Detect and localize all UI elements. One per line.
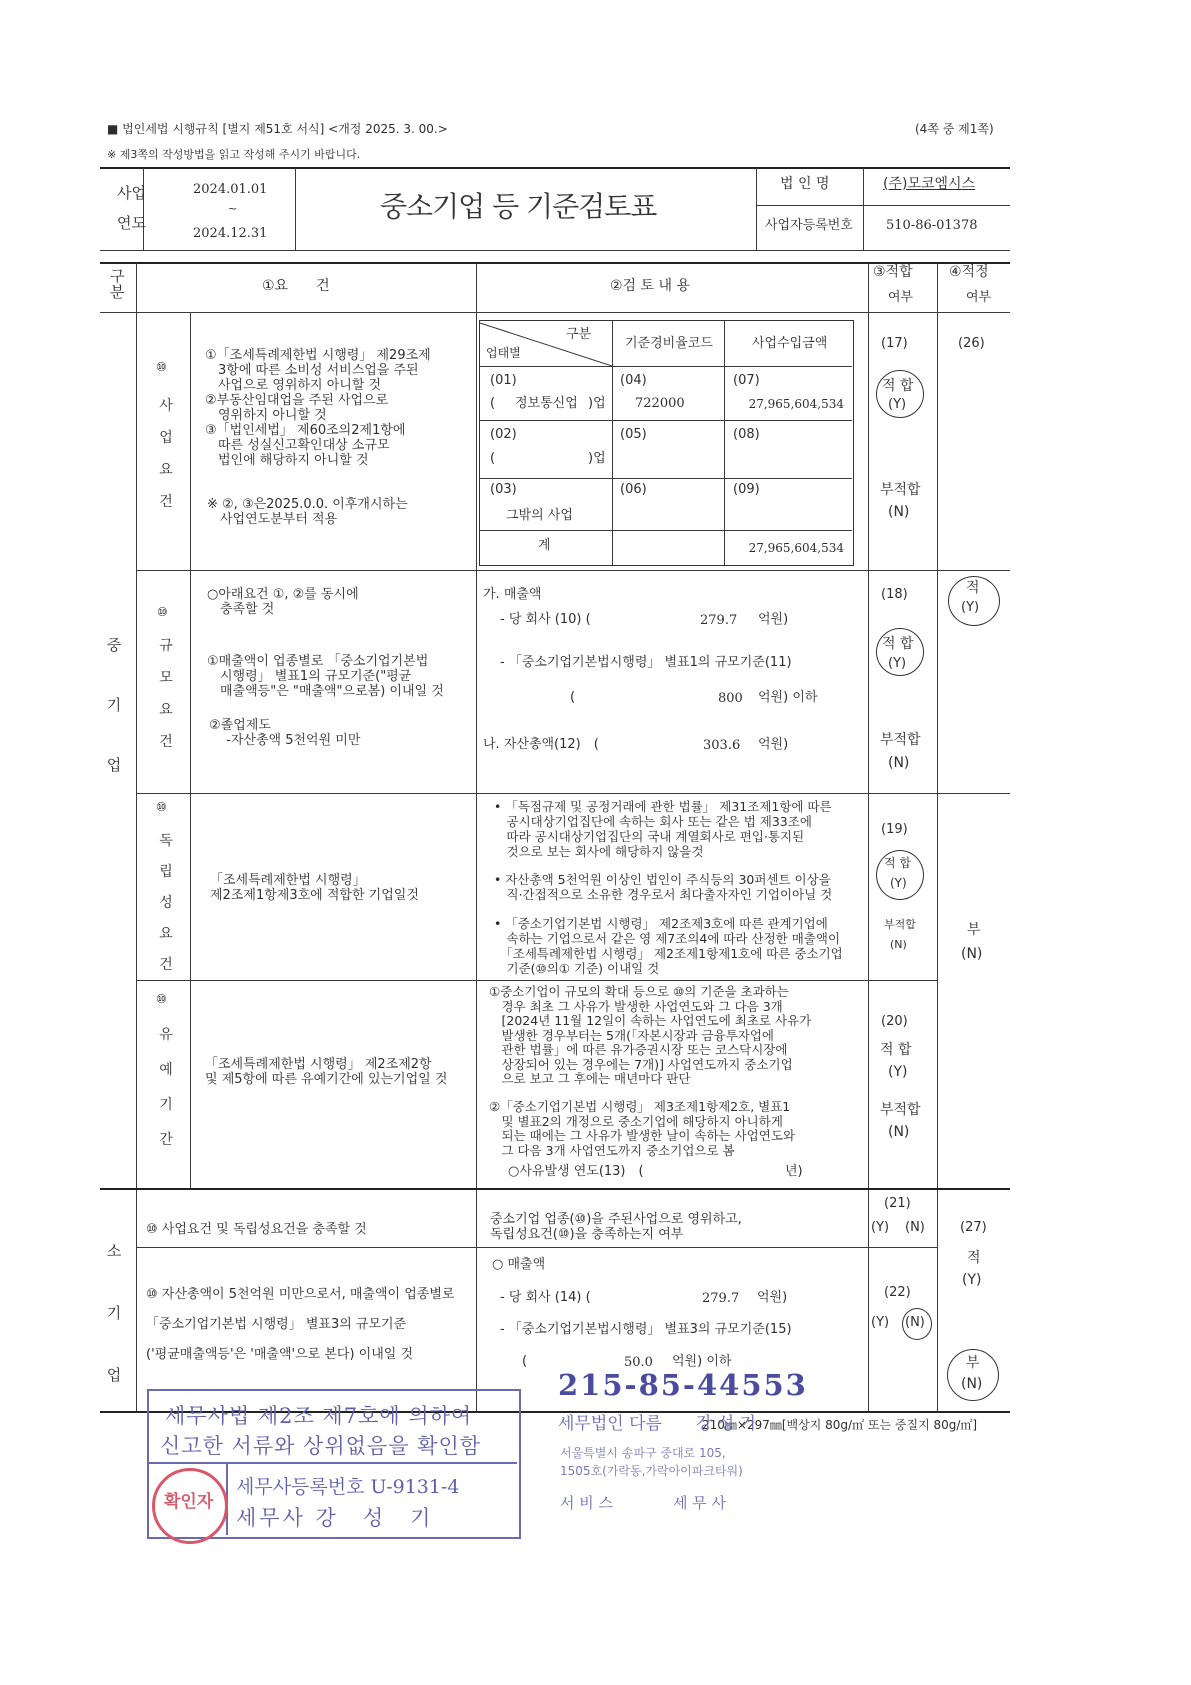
divider [100,312,1010,313]
row-no: (08) [733,427,760,442]
proper-no-code: (N) [961,1376,983,1392]
fit-number: (22) [884,1285,911,1300]
row-no: (07) [733,373,760,388]
divider [136,263,137,1411]
divider [480,366,852,367]
revenue-label: 가. 매출액 [483,587,542,602]
paren: )업 [588,451,606,466]
proper-header: 여부 [966,290,992,305]
group-label-sme: 중기업 [106,636,122,774]
section-number: ⑩ [156,992,167,1006]
divider [724,321,725,565]
divider [143,168,144,250]
paren: ( [490,396,496,411]
divider [937,263,938,1411]
company-revenue-value: 279.7 [700,613,738,628]
requirement-text: 「조세특례제한법 시행령」 제2조제2항 및 제5항에 따른 유예기간에 있는기업일 것 [205,1057,448,1087]
fit-no-option[interactable]: (N) [905,1220,925,1235]
requirement-text: ①「조세특례제한법 시행령」 제29조제 3항에 따른 소비성 서비스업을 주된 사업으로 영위하지 아니할 것 ②부동산임대업을 주된 사업으로 영위하지 아니할 것 ③「법인세법」 제60조의2제1항에 따른 성실신고확인대상 소규모 법인에 해당하지 아니할 것 [205,348,431,468]
col-header-amount: 사업수입금액 [752,336,828,351]
total-label: 계 [538,538,551,553]
divider [480,530,852,531]
unit: 년) [785,1164,803,1179]
requirement-text: ○아래요건 ①, ②를 동시에 충족할 것 [207,587,359,617]
row-no: (06) [620,482,647,497]
group-label-small: 소기업 [106,1242,122,1384]
scale-criteria-value: 800 [718,691,743,706]
requirement-note: ※ ②, ③은2025.0.0. 이후개시하는 사업연도분부터 적용 [207,497,408,527]
fit-no-code: (N) [890,938,907,951]
expense-code: 722000 [635,396,685,411]
diag-header-bottom: 업태별 [486,346,521,360]
section-number: ⑩ [157,605,168,619]
review-header: ②검 토 내 용 [610,278,690,294]
row-no: (03) [490,482,517,497]
unit: 억원) [758,612,789,627]
scale-criteria-label: - 「중소기업기본법시행령」 별표1의 규모기준(11) [500,655,792,670]
revenue-label: ○ 매출액 [492,1257,546,1272]
corp-name-value: (주)모코엠시스 [883,176,976,192]
divider [295,168,296,250]
fit-yes-option[interactable]: (Y) [871,1315,890,1330]
requirement-text: ①매출액이 업종별로 「중소기업기본법 시행령」 별표1의 규모기준("평균 매출액등"은 "매출액"으로봄) 이내일 것 [207,654,444,699]
divider [136,570,1010,571]
divider [100,1188,1010,1190]
stamp-reg-number: 세무사등록번호 U-9131-4 [236,1476,460,1498]
firm-biz-number: 215-85-44553 [558,1368,808,1402]
proper-yes-code: (Y) [962,1272,982,1288]
divider [100,167,1010,169]
section-number: ⑩ [156,800,167,814]
fit-number: (21) [884,1196,911,1211]
fit-yes-code: (Y) [890,876,907,890]
divider [100,250,1010,251]
proper-number: (26) [958,336,985,351]
review-text: 중소기업 업종(⑩)을 주된사업으로 영위하고, 독립성요건(⑩)을 충족하는지 여부 [490,1212,742,1242]
section-title-grace-period: 유 예 기 간 [159,1027,173,1148]
fit-no-option[interactable]: 부적합 [880,482,921,498]
category-header: 구분 [110,267,125,301]
period-tilde: ~ [228,202,238,215]
paper-spec: 210㎜×297㎜[백상지 80g/㎡ 또는 중질지 80g/㎡] [702,1418,978,1432]
paren: ( [490,451,496,466]
fit-yes-option[interactable]: 적 합 [882,378,914,394]
unit: 억원) [758,737,789,752]
fit-yes-option[interactable]: 적 합 [880,1042,912,1058]
divider [476,263,477,1411]
red-seal-text: 확인자 [164,1492,214,1512]
company-revenue-label: - 당 회사 (14) ( [500,1290,591,1305]
divider [136,980,937,981]
firm-address: 1505호(가락동,가락아이파크타워) [560,1464,743,1478]
fit-header: ③적합 [873,264,913,280]
business-type: 그밖의 사업 [506,508,573,523]
divider [148,1462,517,1464]
grace-paragraph-1: ①중소기업이 규모의 확대 등으로 ⑩의 기준을 초과하는 경우 최초 그 사유가 발생한 사업연도와 그 다음 3개 [2024년 11월 12일이 속하는 사업연도에 최초로 사유가 발생한 경우부터는 5개(「자본시장과 금융투자업에 관한 법률」에 따른 유가증권시장 또는 코스닥시장에 상장되어 있는 경우에는 7개)] 사업연도까지 중소기업 으로 보고 그 후에는 매년마다 판단 [489,984,812,1086]
instruction-note: ※ 제3쪽의 작성방법을 읽고 작성해 주시기 바랍니다. [107,148,361,161]
fit-number: (18) [881,587,908,602]
unit: 억원) 이하 [672,1354,732,1369]
fit-header: 여부 [888,290,914,305]
divider [863,168,864,250]
total-amount: 27,965,604,534 [748,541,844,555]
fit-no-option[interactable]: 부적합 [880,732,921,748]
proper-no-option[interactable]: 부 [967,922,981,938]
unit: 억원) 이하 [758,690,818,705]
proper-yes-option[interactable]: 적 [967,1250,981,1266]
proper-yes-option[interactable]: 적 [966,580,980,596]
requirement-text: ⑩ 사업요건 및 독립성요건을 충족할 것 [146,1222,367,1237]
col-header-code: 기준경비율코드 [625,336,713,351]
section-number: ⑩ [156,360,167,374]
form-title: 중소기업 등 기준검토표 [380,190,657,223]
stamp-confirm-line: 신고한 서류와 상위없음을 확인함 [160,1434,482,1458]
unit: 억원) [757,1290,788,1305]
fit-no-option[interactable]: (N) [905,1315,925,1330]
form-reference: ■ 법인세법 시행규칙 [별지 제51호 서식] <개정 2025. 3. 00.> [107,122,448,136]
divider [612,321,613,565]
fit-no-code: (N) [888,504,910,520]
independence-bullet: • 「독점규제 및 공정거래에 관한 법률」 제31조제1항에 따른 공시대상기업집단에 속하는 회사 또는 같은 법 제33조에 따라 공시대상기업집단의 국내 계열회사로 편입·통지된 것으로 보는 회사에 해당하지 않을것 [494,799,832,859]
corp-name-label: 법 인 명 [780,176,830,192]
fit-yes-option[interactable]: (Y) [871,1220,890,1235]
period-end: 2024.12.31 [193,226,268,241]
proper-header: ④적정 [949,264,989,280]
fit-number: (17) [881,336,908,351]
section-title-business: 사 업 요 건 [159,398,173,510]
independence-bullet: • 「중소기업기본법 시행령」 제2조제3호에 따른 관계기업에 속하는 기업으로서 같은 영 제7조의4에 따라 산정한 매출액이 「조세특례제한법 시행령」 제2조제1항제1호에 따른 중소기업 기준(⑩의① 기준) 이내일 것 [494,916,843,976]
event-year-label: ○사유발생 연도(13) ( [508,1164,644,1179]
diag-header-top: 구분 [566,327,592,342]
total-assets-value: 303.6 [703,738,741,753]
fit-no-code: (N) [888,1124,910,1140]
section-title-scale: 규 모 요 건 [159,638,173,750]
divider [480,478,852,479]
fit-yes-option[interactable]: 적 합 [884,856,911,870]
paren: )업 [588,396,606,411]
page-indicator: (4쪽 중 제1쪽) [915,122,994,136]
requirement-header: ①요 건 [262,278,330,294]
proper-no-option[interactable]: 부 [966,1355,980,1371]
scale-criteria-label: - 「중소기업기본법시행령」 별표3의 규모기준(15) [500,1322,792,1337]
divider [136,793,1010,794]
divider [756,168,757,250]
fit-no-code: (N) [888,755,910,771]
row-no: (09) [733,482,760,497]
requirement-text: 「조세특례제한법 시행령」 제2조제1항제3호에 적합한 기업일것 [210,873,419,903]
fit-no-option[interactable]: 부적합 [880,1102,921,1118]
fit-yes-code: (Y) [888,656,907,671]
period-label: 연도 [117,214,146,232]
fit-yes-code: (Y) [888,1064,908,1080]
divider [756,205,1010,206]
divider [868,263,869,1411]
paren: ( [570,690,576,705]
requirement-text: ②졸업제도 -자산총액 5천억원 미만 [209,718,361,748]
row-no: (01) [490,373,517,388]
grace-paragraph-2: ②「중소기업기본법 시행령」 제3조제1항제2호, 별표1 및 별표2의 개정으로 중소기업에 해당하지 아니하게 되는 때에는 그 사유가 발생한 날이 속하는 사업연도와 그 다음 3개 사업연도까지 중소기업으로 봄 [489,1099,795,1158]
section-title-independence: 독 립 성 요 건 [159,833,173,973]
firm-name: 세무법인 다름 강 성 기 [558,1414,757,1434]
company-revenue-label: - 당 회사 (10) ( [500,612,591,627]
fit-number: (20) [881,1014,908,1029]
proper-no-code: (N) [961,946,983,962]
row-no: (02) [490,427,517,442]
fit-yes-option[interactable]: 적 합 [882,636,914,652]
fit-yes-code: (Y) [888,397,907,412]
period-start: 2024.01.01 [193,182,268,197]
firm-role: 서 비 스 세 무 사 [560,1494,727,1512]
paren: ( [522,1354,528,1369]
proper-yes-code: (Y) [961,600,980,615]
business-type: 정보통신업 [515,396,578,411]
revenue-amount: 27,965,604,534 [748,397,844,411]
stamp-confirm-line: 세무사법 제2조 제7호에 의하여 [165,1404,473,1428]
divider [480,420,852,421]
row-no: (05) [620,427,647,442]
requirement-text: ⑩ 자산총액이 5천억원 미만으로서, 매출액이 업종별로 「중소기업기본법 시행령」 별표3의 규모기준 ('평균매출액등'은 '매출액'으로 본다) 이내일 것 [146,1287,455,1362]
scale-criteria-value: 50.0 [624,1355,653,1370]
divider [190,313,191,1188]
total-assets-label: 나. 자산총액(12) ( [483,737,599,752]
biz-reg-label: 사업자등록번호 [765,218,853,233]
independence-bullet: • 자산총액 5천억원 이상인 법인이 주식등의 30퍼센트 이상을 직·간접적으로 소유한 경우로서 최다출자자인 기업이아닐 것 [494,872,833,902]
fit-no-option[interactable]: 부적합 [884,918,916,931]
divider [136,1247,937,1248]
company-revenue-value: 279.7 [702,1291,740,1306]
row-no: (04) [620,373,647,388]
biz-reg-value: 510-86-01378 [886,218,978,233]
period-label: 사업 [117,184,146,202]
stamp-accountant-name: 세무사 강 성 기 [236,1506,434,1530]
fit-number: (19) [881,822,908,837]
proper-number: (27) [960,1220,987,1235]
firm-address: 서울특별시 송파구 중대로 105, [560,1446,726,1460]
